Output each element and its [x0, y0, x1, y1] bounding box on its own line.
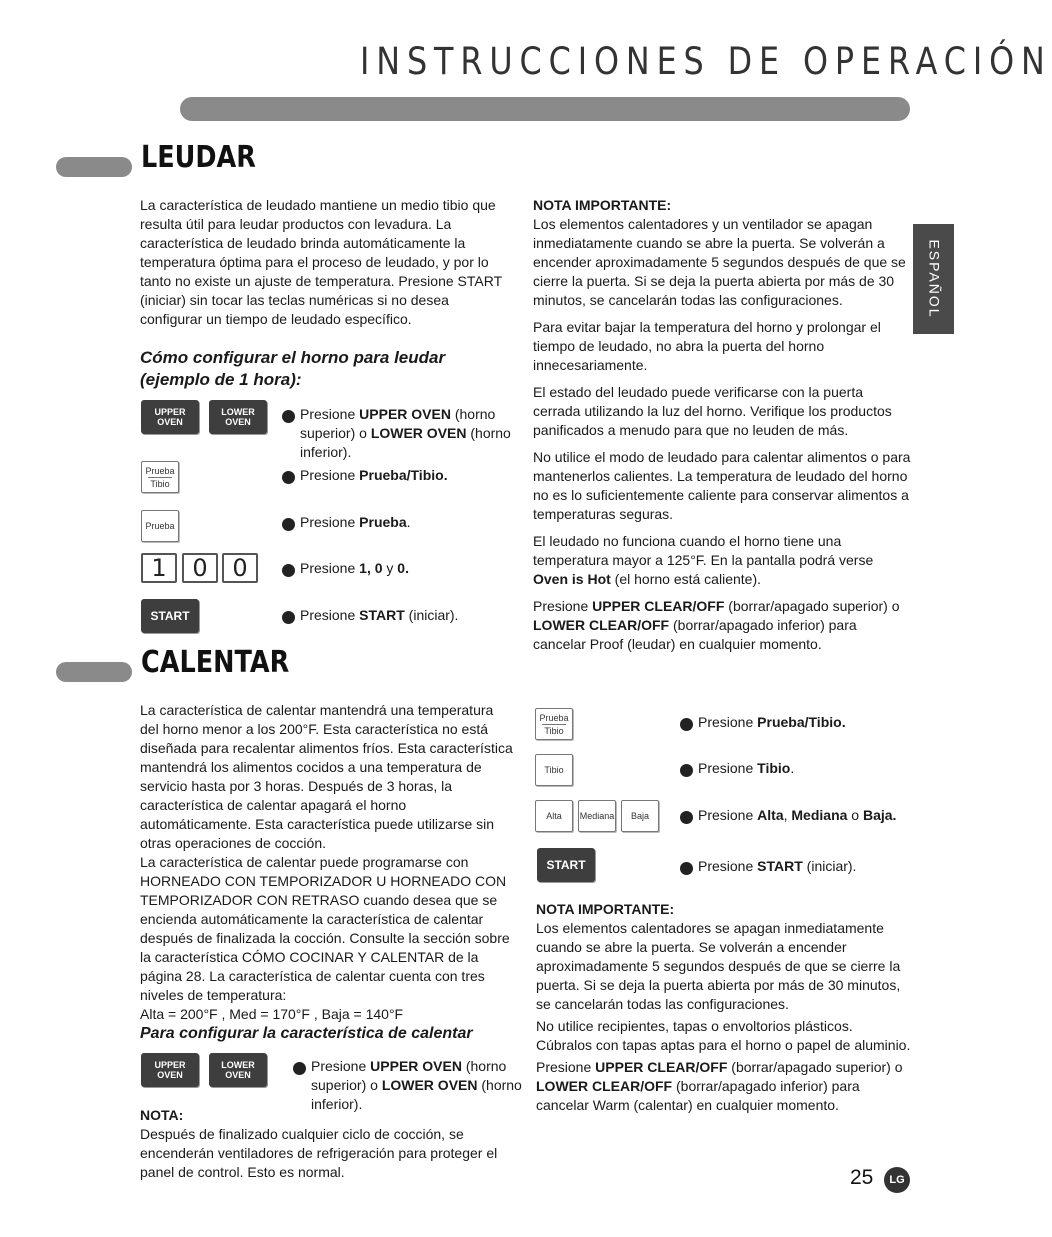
page-number: 25 [850, 1166, 874, 1189]
prueba-tibio-key-top: Prueba [145, 465, 175, 476]
section-pill-leudar [56, 157, 132, 177]
step-number-2: 2 [680, 718, 693, 731]
step-text: (horno superior) o [300, 406, 496, 441]
calentar-note-3 [536, 1058, 912, 1115]
step-number-3: 3 [680, 764, 693, 777]
prueba-tibio-key-top: Prueba [539, 712, 569, 723]
upper-oven-key-2 [141, 1053, 199, 1087]
step-bold: 1, 0 [359, 560, 383, 576]
baja-key-label: Baja [630, 811, 649, 821]
note-bold: LOWER CLEAR/OFF [536, 1078, 673, 1094]
lower-oven-key-2 [209, 1053, 267, 1087]
calentar-intro-2: La característica de calentar puede programarse con HORNEADO CON TEMPORIZADOR U HORNEADO CON TEMPORIZADOR CON RETRASO cuando desea que se encienda automáticamente la característica de calentar después de finalizada la cocción. Consulte la sección sobre la característica CÓMO COCINAR Y CALENTAR de la página 28. La característica de calentar cuenta con tres niveles de temperatura: [140, 854, 510, 1003]
step-bold: Prueba [359, 514, 407, 530]
leudar-note-title: NOTA IMPORTANTE: [533, 197, 672, 213]
step-text: o [847, 807, 863, 823]
note-text: (borrar/apagado superior) o [727, 1059, 903, 1075]
alta-key-label: Alta [546, 811, 562, 821]
leudar-note-2: Para evitar bajar la temperatura del horno y prolongar el tiempo de leudado, no abra la puerta del horno innecesariamente. [533, 319, 881, 373]
calentar-note-2: No utilice recipientes, tapas o envoltorios plásticos. Cúbralos con tapas aptas para el horno o papel de aluminio. [536, 1018, 911, 1053]
leudar-note-4: No utilice el modo de leudado para calentar alimentos o para mantenerlos calientes. La temperatura de leudado del horno no es lo suficientemente caliente para conservar alimentos a temperaturas seguras. [533, 449, 911, 522]
section-pill-calentar [56, 662, 132, 682]
lower-oven-key [209, 400, 267, 434]
prueba-tibio-key-2 [535, 708, 573, 740]
upper-oven-key-line1: UPPER [154, 1060, 186, 1070]
mediana-key [578, 800, 616, 832]
number-key-0b: 0 [222, 553, 258, 583]
language-tab [913, 224, 954, 334]
step-bold: LOWER OVEN [370, 425, 467, 441]
calentar-step-5 [674, 857, 910, 876]
step-text: (horno superior) o [311, 1058, 507, 1093]
note-text: Presione [536, 1059, 596, 1075]
step-text: Presione [698, 807, 758, 823]
step-text: Presione [698, 858, 758, 874]
note-text: (borrar/apagado inferior) para cancelar Proof (leudar) en cualquier momento. [533, 617, 857, 652]
tibio-key [535, 754, 573, 786]
step-number-4: 4 [282, 564, 295, 577]
step-bold: START [757, 858, 803, 874]
step-text: Presione [300, 406, 360, 422]
calentar-intro [140, 701, 515, 1024]
leudar-step-3 [276, 513, 512, 532]
prueba-key [141, 510, 179, 542]
note-bold: Oven is Hot [533, 571, 611, 587]
step-number-4: 4 [680, 811, 693, 824]
number-key-0: 0 [182, 553, 218, 583]
calentar-step-2 [674, 713, 910, 732]
number-key-1: 1 [141, 553, 177, 583]
step-text: Presione [311, 1058, 371, 1074]
calentar-nota-text: Después de finalizado cualquier ciclo de cocción, se encenderán ventiladores de refrigeración para proteger el panel de control. Esto es normal. [140, 1126, 498, 1180]
step-text: (horno inferior). [300, 425, 511, 460]
calentar-intro-1: La característica de calentar mantendrá una temperatura del horno menor a los 200°F. Esta característica no está diseñada para recalentar alimentos fríos. Esta característica mantendrá los alimentos cocidos a una temperatura de servicio hasta por 3 horas. Después de 3 horas, la característica de calentar apagará el horno automáticamente. Esta característica puede utilizarse sin otras operaciones de cocción. [140, 702, 513, 851]
lower-oven-key-line2: OVEN [225, 1070, 251, 1080]
step-number-5: 5 [282, 611, 295, 624]
upper-oven-key [141, 400, 199, 434]
step-text: Presione [300, 467, 360, 483]
step-number-2: 2 [282, 471, 295, 484]
start-key: START [141, 599, 199, 633]
leudar-note-1: Los elementos calentadores y un ventilador se apagan inmediatamente cuando se abre la puerta. Se volverán a encender aproximadamente 5 segundos después de que se cierre la puerta. Si se deja la puerta abierta por más de 30 minutos, se cancelarán todas las configuraciones. [533, 216, 906, 308]
note-text: (borrar/apagado superior) o [724, 598, 900, 614]
note-text: Presione [533, 598, 593, 614]
calentar-note-1: Los elementos calentadores se apagan inmediatamente cuando se abre la puerta. Se volverán a encender aproximadamente 5 segundos después de que se cierre la puerta. Si se deja la puerta abierta por más de 30 minutos, se cancelarán todas las configuraciones. [536, 920, 901, 1012]
upper-oven-key-line2: OVEN [157, 417, 183, 427]
step-text: y [382, 560, 398, 576]
leudar-step-1 [276, 405, 512, 462]
prueba-tibio-key-bottom: Tibio [542, 724, 566, 736]
step-bold: Baja. [862, 807, 897, 823]
step-bold: 0. [397, 560, 409, 576]
page-header-title: INSTRUCCIONES DE OPERACIÓN [360, 40, 1052, 83]
header-bar [180, 97, 910, 121]
language-tab-label: ESPAÑOL [926, 239, 942, 319]
leudar-step-2 [276, 466, 512, 485]
lower-oven-key-line1: LOWER [221, 407, 255, 417]
step-bold: Prueba/Tibio. [757, 714, 846, 730]
leudar-intro: La característica de leudado mantiene un medio tibio que resulta útil para leudar productos con levadura. La característica de leudado brinda automáticamente la temperatura óptima para el proceso de leudado, y por lo tanto no existe un ajuste de temperatura. Presione START (iniciar) sin tocar las teclas numéricas si no desea configurar un tiempo de leudado específico. [140, 197, 502, 327]
tibio-key-label: Tibio [544, 765, 564, 775]
step-bold: UPPER OVEN [370, 1058, 462, 1074]
step-text: , [783, 807, 792, 823]
step-bold: Prueba/Tibio. [359, 467, 448, 483]
leudar-subhead: Cómo configurar el horno para leudar (ejemplo de 1 hora): [140, 348, 446, 389]
note-text: El leudado no funciona cuando el horno tiene una temperatura mayor a 125°F. En la pantalla podrá verse [533, 533, 874, 568]
step-number-3: 3 [282, 518, 295, 531]
step-text: (iniciar). [404, 607, 459, 623]
leudar-note-6 [533, 597, 911, 654]
step-text: . [406, 514, 411, 530]
leudar-notes [533, 196, 911, 654]
note-bold: LOWER CLEAR/OFF [533, 617, 670, 633]
section-title-calentar: CALENTAR [141, 645, 290, 680]
step-number-1: 1 [282, 410, 295, 423]
step-text: Presione [698, 760, 758, 776]
calentar-step-4 [674, 806, 910, 825]
step-number-1: 1 [293, 1062, 306, 1075]
step-text: (iniciar). [802, 858, 857, 874]
calentar-intro-3: Alta = 200°F , Med = 170°F , Baja = 140°F [140, 1006, 404, 1022]
note-text: (borrar/apagado inferior) para cancelar Warm (calentar) en cualquier momento. [536, 1078, 860, 1113]
step-text: . [790, 760, 795, 776]
step-bold: Alta [757, 807, 784, 823]
calentar-nota-title: NOTA: [140, 1107, 184, 1123]
step-text: Presione [698, 714, 758, 730]
alta-key [535, 800, 573, 832]
step-number-5: 5 [680, 862, 693, 875]
baja-key [621, 800, 659, 832]
leudar-step-4 [276, 559, 512, 578]
step-bold: UPPER OVEN [359, 406, 451, 422]
step-text: Presione [300, 607, 360, 623]
step-text: Presione [300, 560, 360, 576]
lg-logo-icon: LG [884, 1167, 910, 1193]
step-text: Presione [300, 514, 360, 530]
step-text: (horno inferior). [311, 1077, 522, 1112]
prueba-tibio-key [141, 461, 179, 493]
calentar-subhead: Para configurar la característica de calentar [140, 1025, 473, 1042]
step-bold: START [359, 607, 405, 623]
calentar-notes [536, 900, 912, 1115]
lower-oven-key-line2: OVEN [225, 417, 251, 427]
note-text: (el horno está caliente). [610, 571, 761, 587]
start-key-2: START [537, 848, 595, 882]
upper-oven-key-line1: UPPER [154, 407, 186, 417]
step-bold: Mediana [791, 807, 848, 823]
step-bold: Tibio [757, 760, 791, 776]
leudar-note-3: El estado del leudado puede verificarse con la puerta cerrada utilizando la luz del horno. Verifique los productos panificados a menudo para que no leuden de más. [533, 384, 892, 438]
section-title-leudar: LEUDAR [141, 140, 256, 175]
note-bold: UPPER CLEAR/OFF [592, 598, 725, 614]
calentar-note-title: NOTA IMPORTANTE: [536, 901, 675, 917]
prueba-key-label: Prueba [145, 521, 175, 531]
prueba-tibio-key-bottom: Tibio [148, 477, 172, 489]
calentar-step-3 [674, 759, 910, 778]
upper-oven-key-line2: OVEN [157, 1070, 183, 1080]
calentar-nota [140, 1106, 510, 1182]
mediana-key-label: Mediana [579, 811, 615, 821]
note-bold: UPPER CLEAR/OFF [595, 1059, 728, 1075]
step-bold: LOWER OVEN [381, 1077, 478, 1093]
leudar-note-5 [533, 532, 911, 589]
leudar-step-5 [276, 606, 512, 625]
lower-oven-key-line1: LOWER [221, 1060, 255, 1070]
